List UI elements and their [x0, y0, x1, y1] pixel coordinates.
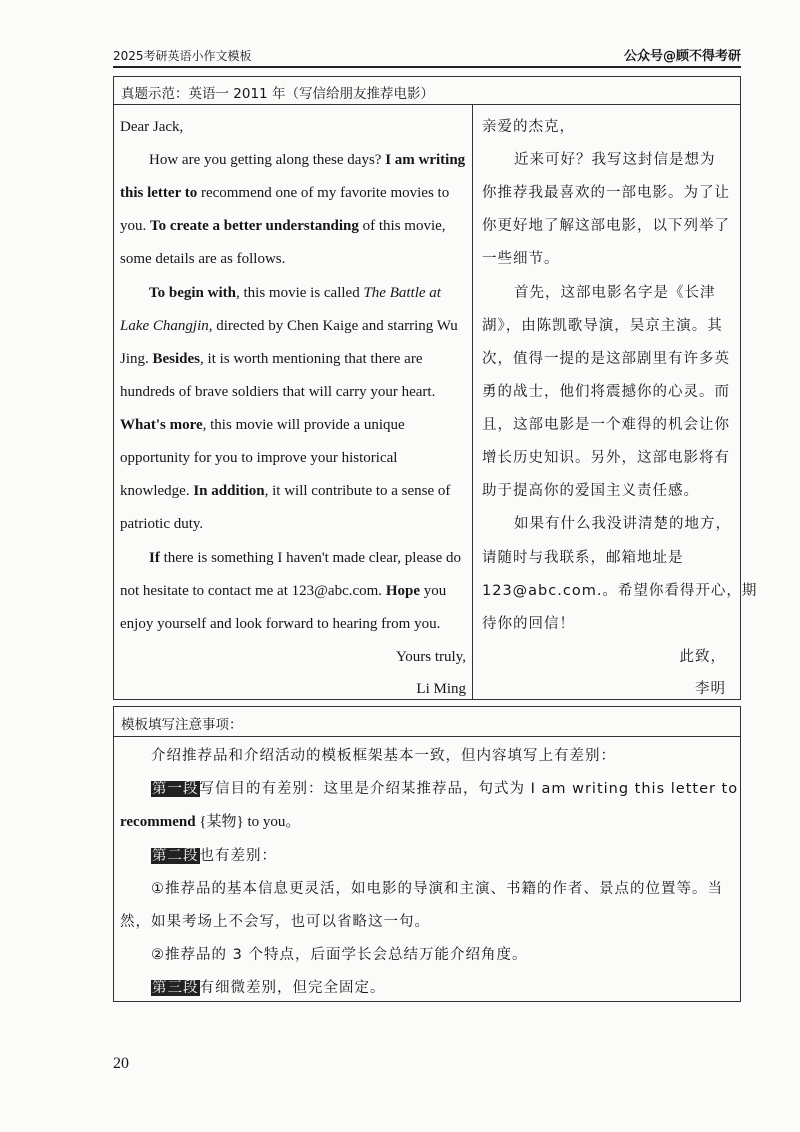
header-account: 公众号@顾不得考研 [623, 49, 741, 64]
chinese-p3-line: 请随时与我联系，邮箱地址是 [482, 550, 684, 566]
english-signature: Li Ming [416, 681, 466, 697]
example-title-bar [114, 77, 740, 105]
notes-seg1-line: 第一段写信目的有差别：这里是介绍某推荐品，句式为 I am writing this letter to [152, 781, 739, 797]
chinese-p2-line: 助于提高你的爱国主义责任感。 [482, 483, 699, 499]
english-p1-line: you. To create a better understanding of this movie, [120, 218, 446, 234]
notes-frame [113, 706, 741, 1002]
notes-title: 模板填写注意事项： [121, 717, 243, 733]
page-number: 20 [113, 1055, 129, 1072]
notes-seg2-line: 第二段也有差别： [152, 848, 277, 864]
notes-intro: 介绍推荐品和介绍活动的模板框架基本一致，但内容填写上有差别： [151, 748, 616, 764]
seg2-label: 第二段 [152, 848, 199, 864]
chinese-p2-line: 勇的战士，他们将震撼你的心灵。而 [482, 384, 730, 400]
chinese-salutation: 亲爱的杰克， [482, 119, 575, 135]
english-salutation: Dear Jack, [120, 119, 184, 135]
english-p1-line: some details are as follows. [120, 251, 286, 267]
notes-rule [114, 736, 740, 737]
english-p2-line: What's more, this movie will provide a unique [120, 417, 405, 433]
english-p2-line: knowledge. In addition, it will contribute to a sense of [120, 483, 451, 499]
example-frame [113, 76, 758, 700]
seg3-label: 第三段 [152, 980, 199, 996]
notes-seg1-cont: recommend {某物} to you。 [120, 814, 301, 830]
header-rule [113, 66, 741, 68]
english-p3-line: enjoy yourself and look forward to hearing from you. [120, 616, 441, 632]
chinese-p2-line: 增长历史知识。另外，这部电影将有 [482, 450, 730, 466]
notes-seg3-line: 第三段有细微差别，但完全固定。 [152, 980, 386, 996]
chinese-p1-line: 近来可好？我写这封信是想为 [514, 152, 716, 168]
english-p1-line: How are you getting along these days? I am writing [149, 152, 466, 168]
english-p3-line: If there is something I haven't made clear, please do [149, 550, 462, 566]
example-title: 真题示范：英语一 2011 年（写信给朋友推荐电影） [121, 86, 434, 102]
chinese-p2-line: 且，这部电影是一个难得的机会让你 [482, 417, 730, 433]
header-title: 2025考研英语小作文模板 [113, 49, 252, 63]
notes-item1-line: ①推荐品的基本信息更灵活，如电影的导演和主演、书籍的作者、景点的位置等。当 [151, 881, 723, 897]
english-closing: Yours truly, [395, 649, 466, 665]
english-p2-line: To begin with, this movie is called The Battle at [149, 285, 441, 301]
chinese-signature: 李明 [695, 681, 726, 697]
column-divider [472, 104, 473, 699]
chinese-p1-line: 你推荐我最喜欢的一部电影。为了让 [482, 185, 730, 201]
chinese-closing: 此致， [679, 649, 726, 665]
english-p2-line: Lake Changjin, directed by Chen Kaige and starring Wu [120, 318, 458, 334]
chinese-p3-line: 123@abc.com.。希望你看得开心，期 [482, 583, 758, 599]
english-p2-line: patriotic duty. [120, 516, 204, 532]
english-p2-line: hundreds of brave soldiers that will carry your heart. [120, 384, 436, 400]
notes-item1-line: 然，如果考场上不会写，也可以省略这一句。 [120, 914, 430, 930]
chinese-p2-line: 首先，这部电影名字是《长津 [514, 285, 716, 301]
chinese-p1-line: 你更好地了解这部电影，以下列举了 [482, 218, 730, 234]
english-p3-line: not hesitate to contact me at 123@abc.com. Hope you [120, 583, 447, 599]
chinese-p2-line: 次，值得一提的是这部剧里有许多英 [482, 351, 730, 367]
english-p2-line: opportunity for you to improve your historical [120, 450, 398, 466]
english-p2-line: Jing. Besides, it is worth mentioning that there are [120, 351, 423, 367]
page-header [113, 46, 741, 66]
english-p1-line: this letter to recommend one of my favorite movies to [120, 185, 450, 201]
chinese-p3-line: 待你的回信！ [482, 616, 575, 632]
chinese-p1-line: 一些细节。 [482, 251, 560, 267]
chinese-p3-line: 如果有什么我没讲清楚的地方， [514, 516, 731, 532]
chinese-p2-line: 湖》，由陈凯歌导演，吴京主演。其 [482, 318, 723, 334]
seg1-label: 第一段 [152, 781, 199, 797]
notes-item2: ②推荐品的 3 个特点，后面学长会总结万能介绍角度。 [151, 947, 528, 963]
